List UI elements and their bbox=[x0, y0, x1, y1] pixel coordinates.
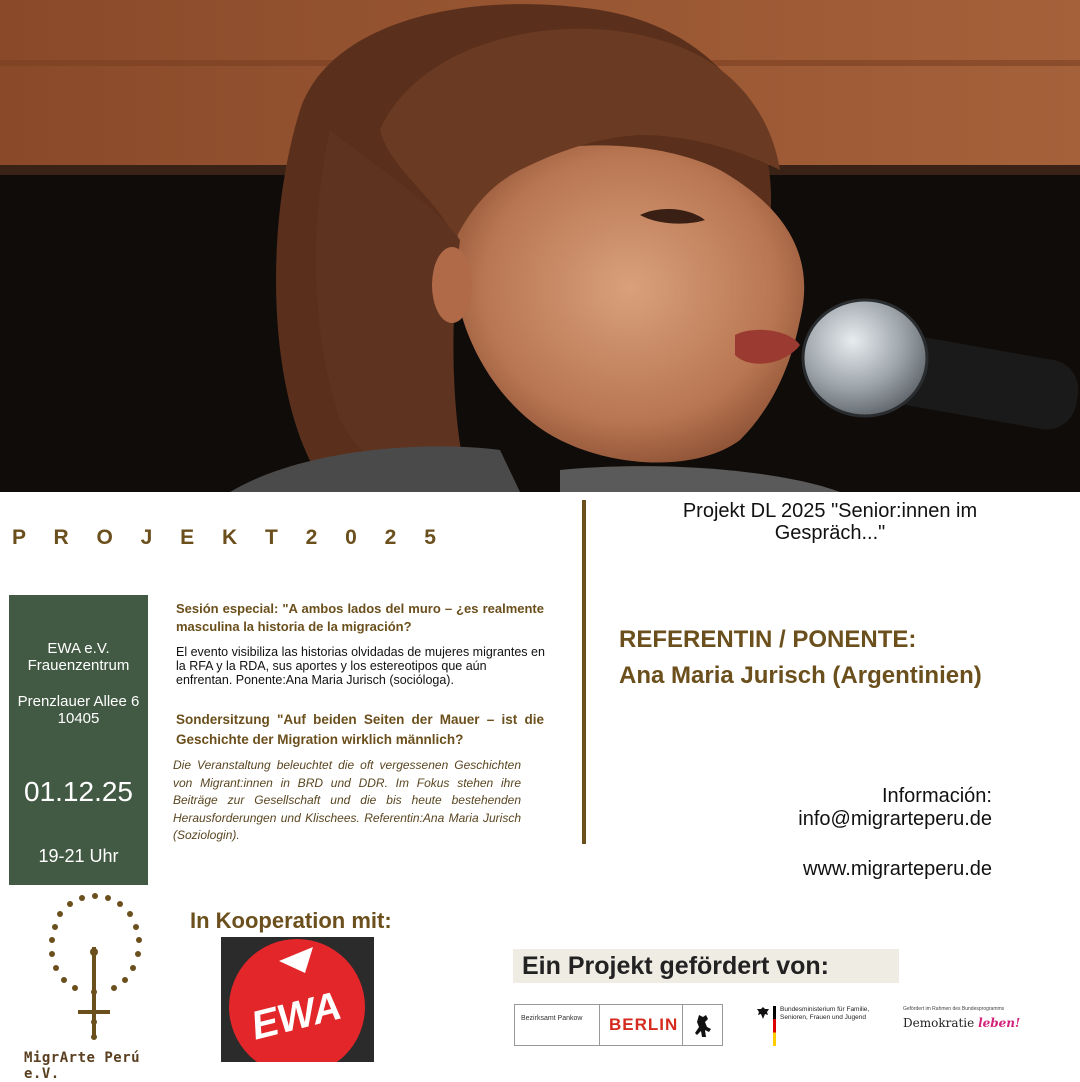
german-flag-bar bbox=[773, 1006, 776, 1046]
spanish-session-body: El evento visibiliza las historias olvidadas de mujeres migrantes en la RFA y la RDA, sus aportes y los estereotipos que aún enfrentan. Ponente:Ana Maria Jurisch (socióloga). bbox=[176, 645, 545, 687]
migrarte-logo bbox=[40, 892, 150, 1044]
demokratie-word: Demokratie bbox=[903, 1016, 975, 1030]
speaker-label: REFERENTIN / PONENTE: bbox=[619, 626, 917, 653]
demokratie-program-note: Gefördert im Rahmen des Bundesprogramms bbox=[903, 1006, 1005, 1012]
berlin-pankow-logo bbox=[514, 1004, 723, 1046]
event-time: 19-21 Uhr bbox=[38, 846, 119, 866]
berlin-bear-icon bbox=[693, 1013, 715, 1039]
vertical-divider bbox=[582, 500, 586, 844]
organizer-name: MigrArte Perú e.V. bbox=[24, 1050, 141, 1082]
logo-separator bbox=[599, 1005, 600, 1045]
demokratie-leben-logo bbox=[903, 1006, 1033, 1036]
speaker-photo bbox=[0, 0, 1080, 492]
demokratie-title bbox=[903, 1016, 1020, 1030]
contact-email-link[interactable]: info@migrarteperu.de bbox=[798, 808, 992, 830]
projekt-heading: P R O J E K T 2 0 2 5 bbox=[12, 526, 447, 549]
german-session-title: Sondersitzung "Auf beiden Seiten der Mauer – ist die Geschichte der Migration wirklich männlich? bbox=[176, 712, 544, 747]
ewa-logo-text: EWA bbox=[246, 983, 346, 1049]
bmfsfj-logo bbox=[756, 1006, 876, 1046]
funding-label: Ein Projekt gefördert von: bbox=[513, 949, 899, 983]
contact-label: Información: bbox=[881, 785, 992, 807]
project-title: Projekt DL 2025 "Senior:innen im Gespräch..." bbox=[682, 500, 978, 544]
german-session-body: Die Veranstaltung beleuchtet die oft vergessenen Geschichten von Migrant:innen in BRD und DDR. Im Fokus stehen ihre Beiträge zur Gesellschaft und die bis heute bestehenden Herausforderungen und Klischees. Referentin:Ana Maria Jurisch (Soziologin). bbox=[173, 758, 521, 842]
berlin-text: BERLIN bbox=[609, 1015, 679, 1034]
event-date: 01.12.25 bbox=[24, 776, 133, 807]
venue-name: EWA e.V. Frauenzentrum bbox=[27, 640, 130, 674]
ewa-partner-logo bbox=[221, 937, 374, 1062]
event-info-box bbox=[9, 595, 148, 885]
federal-eagle-icon bbox=[756, 1006, 770, 1020]
district-name: Bezirksamt Pankow bbox=[521, 1015, 583, 1022]
spanish-session-title: Sesión especial: "A ambos lados del muro – ¿es realmente masculina la historia de la migración? bbox=[176, 601, 544, 634]
speaker-name: Ana Maria Jurisch (Argentinien) bbox=[619, 662, 982, 689]
website-link[interactable]: www.migrarteperu.de bbox=[803, 858, 992, 880]
cooperation-label: In Kooperation mit: bbox=[190, 908, 392, 933]
logo-separator bbox=[682, 1005, 683, 1045]
leben-word: leben! bbox=[978, 1016, 1021, 1030]
ministry-name: Bundesministerium für Familie, Senioren, Frauen und Jugend bbox=[780, 1006, 870, 1021]
venue-address: Prenzlauer Allee 6 10405 bbox=[17, 693, 140, 727]
